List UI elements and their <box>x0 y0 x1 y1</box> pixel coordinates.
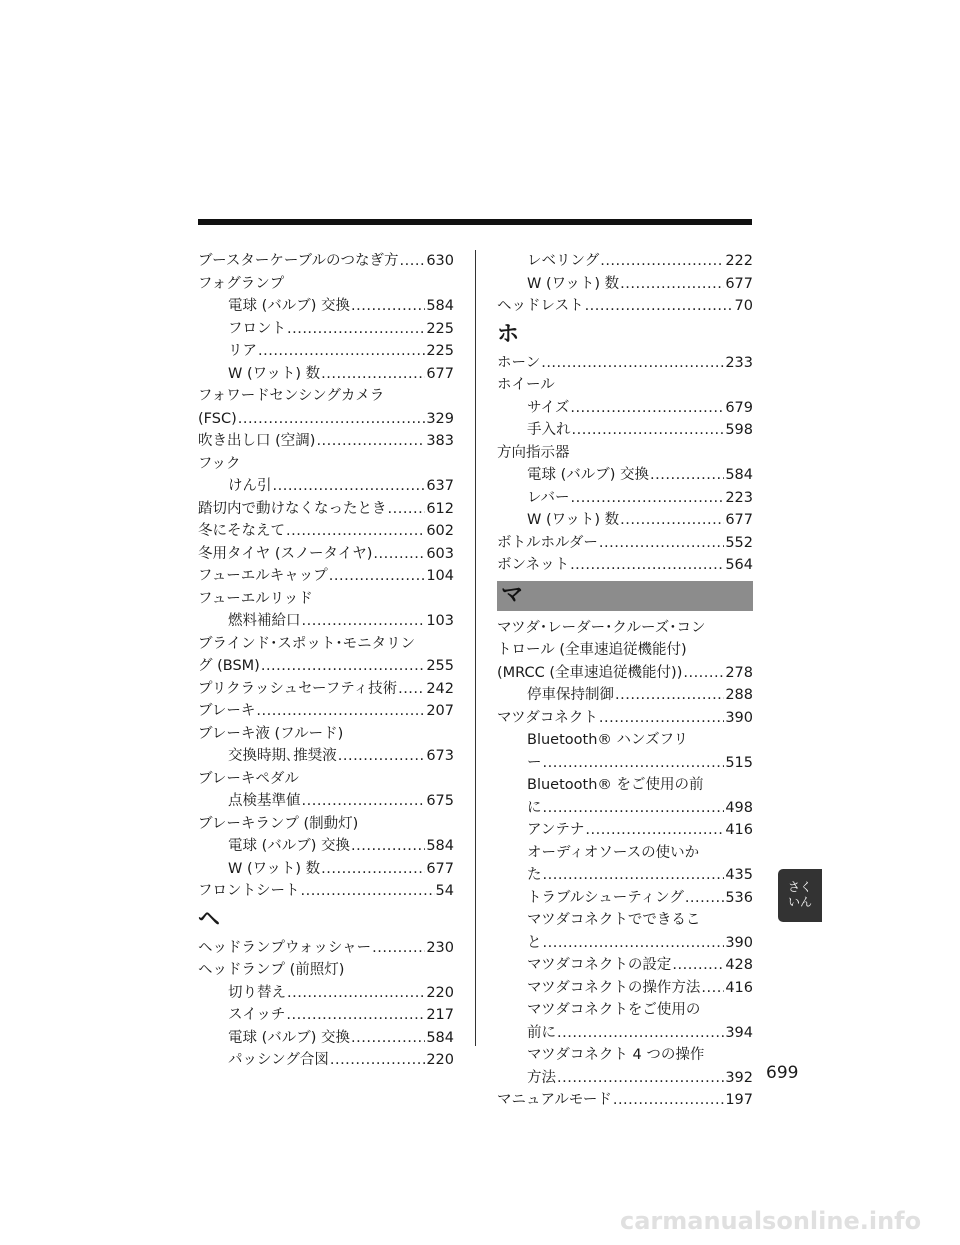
index-entry[interactable]: マツダコネクト ..... 390 <box>497 707 753 730</box>
index-heading: 方向指示器 <box>497 444 570 461</box>
index-entry[interactable]: フロントシート ..... 54 <box>198 880 454 903</box>
index-subentry[interactable]: 点検基準値 ..... 675 <box>198 790 454 813</box>
index-subentry[interactable]: 前に ..... 394 <box>497 1022 753 1045</box>
index-subentry[interactable]: と ..... 390 <box>497 932 753 955</box>
index-subentry[interactable]: 停車保持制御 ..... 288 <box>497 684 753 707</box>
index-subentry[interactable]: 方法 ..... 392 <box>497 1067 753 1090</box>
index-subentry-line1: マツダコネクト 4 つの操作 <box>527 1047 705 1063</box>
index-entry[interactable]: 吹き出し口 (空調) ..... 383 <box>198 430 454 453</box>
index-entry-line1: フォワードセンシングカメラ <box>198 388 385 404</box>
index-subentry[interactable]: W (ワット) 数 ..... 677 <box>497 509 753 532</box>
section-heading-ma: マ <box>497 581 753 611</box>
index-entry[interactable]: マニュアルモード ..... 197 <box>497 1089 753 1112</box>
index-subentry[interactable]: トラブルシューティング ..... 536 <box>497 887 753 910</box>
index-entry[interactable]: (FSC) ..... 329 <box>198 408 454 431</box>
index-entry[interactable]: ボンネット ..... 564 <box>497 554 753 577</box>
index-entry-line2: トロール (全車速追従機能付) <box>497 642 687 658</box>
tab-label-line1: さく <box>787 880 812 894</box>
index-heading: フォグランプ <box>198 275 285 292</box>
index-subentry[interactable]: ー ..... 515 <box>497 752 753 775</box>
index-subentry[interactable]: スイッチ ..... 217 <box>198 1004 454 1027</box>
index-heading: ホイール <box>497 377 555 393</box>
index-entry[interactable]: プリクラッシュセーフティ技術 ..... 242 <box>198 678 454 701</box>
index-subentry[interactable]: 手入れ ..... 598 <box>497 419 753 442</box>
index-subentry-line1: Bluetooth® をご使用の前 <box>527 777 704 793</box>
index-subentry[interactable]: た ..... 435 <box>497 864 753 887</box>
index-heading: フック <box>198 455 241 472</box>
index-subentry-line1: マツダコネクトでできるこ <box>527 912 701 928</box>
index-subentry[interactable]: レベリング ..... 222 <box>497 250 753 273</box>
index-subentry[interactable]: W (ワット) 数 ..... 677 <box>198 858 454 881</box>
index-subentry[interactable]: フロント ..... 225 <box>198 318 454 341</box>
index-subentry[interactable]: マツダコネクトの操作方法 ..... 416 <box>497 977 753 1000</box>
top-rule <box>198 219 752 225</box>
index-subentry[interactable]: 電球 (バルブ) 交換 ..... 584 <box>198 1027 454 1050</box>
index-heading: ブレーキペダル <box>198 770 299 787</box>
index-subentry[interactable]: W (ワット) 数 ..... 677 <box>198 363 454 386</box>
index-side-tab[interactable] <box>778 869 822 922</box>
index-entry[interactable]: グ (BSM) ..... 255 <box>198 655 454 678</box>
index-subentry[interactable]: 電球 (バルブ) 交換 ..... 584 <box>198 295 454 318</box>
section-heading-he: ヘ <box>198 906 221 932</box>
index-subentry[interactable]: 燃料補給口 ..... 103 <box>198 610 454 633</box>
index-subentry[interactable]: レバー ..... 223 <box>497 487 753 510</box>
watermark: carmanualsonline.info <box>620 1207 922 1235</box>
index-entry-line1: ブラインド･スポット･モニタリン <box>198 635 416 652</box>
index-subentry[interactable]: 電球 (バルブ) 交換 ..... 584 <box>198 835 454 858</box>
index-column-left <box>198 250 454 1072</box>
column-divider <box>475 250 476 1046</box>
index-entry[interactable]: ブレーキ ..... 207 <box>198 700 454 723</box>
index-entry-line1: マツダ･レーダー･クルーズ･コン <box>497 619 706 636</box>
index-subentry-line1: オーディオソースの使いか <box>527 844 700 861</box>
index-subentry[interactable]: 切り替え ..... 220 <box>198 982 454 1005</box>
index-column-right <box>497 250 753 1112</box>
index-subentry[interactable]: リア ..... 225 <box>198 340 454 363</box>
index-entry[interactable]: (MRCC (全車速追従機能付)) ..... 278 <box>497 662 753 685</box>
index-heading: ブレーキランプ (制動灯) <box>198 815 359 832</box>
index-entry[interactable]: フューエルキャップ ..... 104 <box>198 565 454 588</box>
index-subentry[interactable]: サイズ ..... 679 <box>497 397 753 420</box>
index-heading: ブレーキ液 (フルード) <box>198 725 344 742</box>
index-subentry[interactable]: W (ワット) 数 ..... 677 <box>497 273 753 296</box>
index-subentry[interactable]: 交換時期､推奨液 ..... 673 <box>198 745 454 768</box>
index-subentry-line1: Bluetooth® ハンズフリ <box>527 732 688 748</box>
index-heading: ヘッドランプ (前照灯) <box>198 962 345 978</box>
index-subentry[interactable]: 電球 (バルブ) 交換 ..... 584 <box>497 464 753 487</box>
tab-label-line2: いん <box>787 895 812 909</box>
index-entry[interactable]: ホーン ..... 233 <box>497 352 753 375</box>
index-entry[interactable]: ヘッドレスト ..... 70 <box>497 295 753 318</box>
index-entry[interactable]: 冬用タイヤ (スノータイヤ) ..... 603 <box>198 543 454 566</box>
index-subentry[interactable]: パッシング合図 ..... 220 <box>198 1049 454 1072</box>
index-entry[interactable]: ヘッドランプウォッシャー ..... 230 <box>198 937 454 960</box>
index-entry[interactable]: ブースターケーブルのつなぎ方 ..... 630 <box>198 250 454 273</box>
index-heading: フューエルリッド <box>198 590 313 607</box>
index-entry[interactable]: 冬にそなえて ..... 602 <box>198 520 454 543</box>
page-number: 699 <box>766 1063 799 1083</box>
index-subentry-line1: マツダコネクトをご使用の <box>527 1002 701 1018</box>
index-subentry[interactable]: に ..... 498 <box>497 797 753 820</box>
index-entry[interactable]: 踏切内で動けなくなったとき ..... 612 <box>198 498 454 521</box>
index-entry[interactable]: ボトルホルダー ..... 552 <box>497 532 753 555</box>
index-subentry[interactable]: けん引 ..... 637 <box>198 475 454 498</box>
section-heading-ho: ホ <box>497 321 520 347</box>
index-subentry[interactable]: マツダコネクトの設定 ..... 428 <box>497 954 753 977</box>
index-subentry[interactable]: アンテナ ..... 416 <box>497 819 753 842</box>
